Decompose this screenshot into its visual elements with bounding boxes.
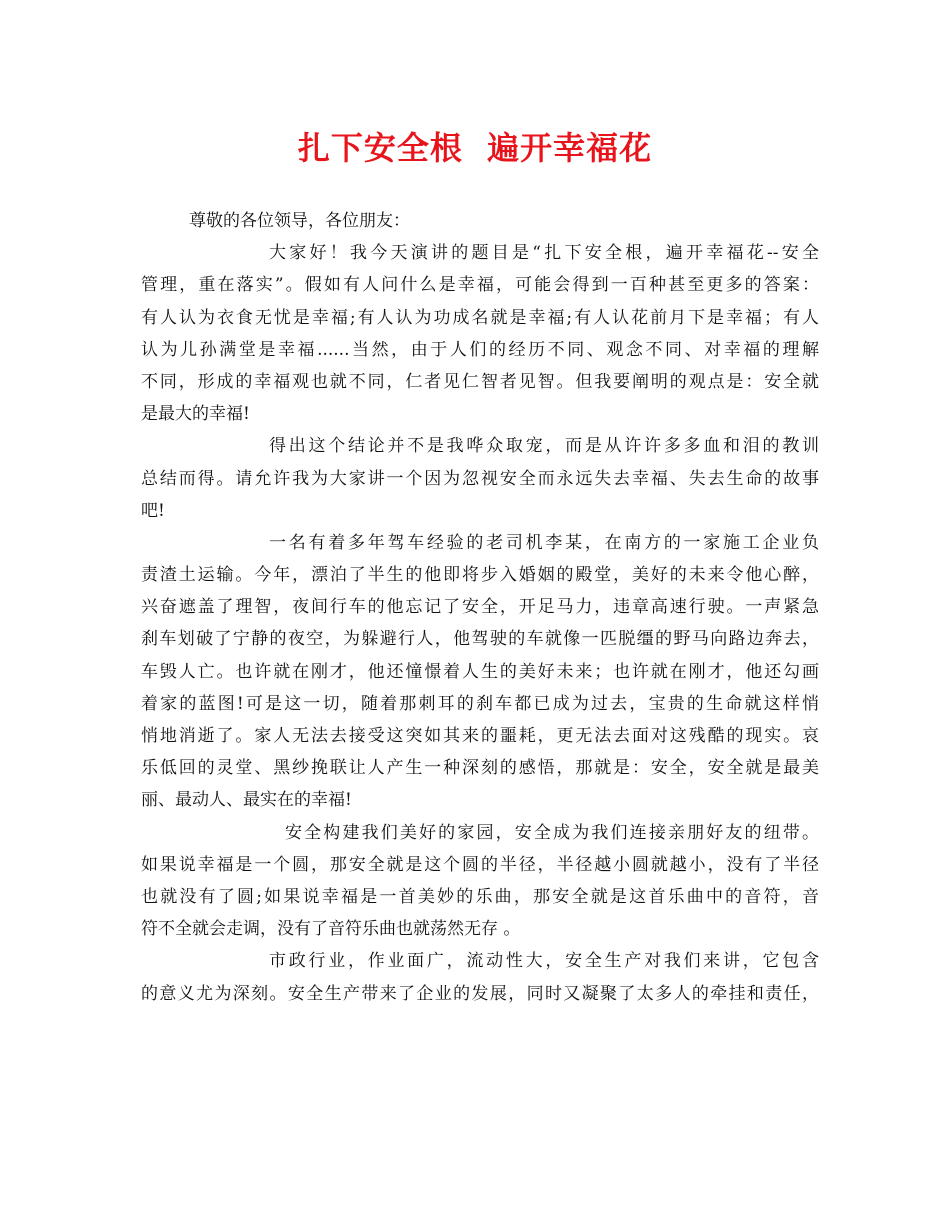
paragraph-1-line-1: 大家好！我今天演讲的题目是“扎下安全根，遍开幸福花--安全 bbox=[269, 243, 819, 264]
paragraph-3-line-8: 乐低回的灵堂、黑纱挽联让人产生一种深刻的感悟，那就是：安全，安全就是最美 bbox=[141, 758, 819, 779]
paragraph-3-line-2: 责渣土运输。今年，漂泊了半生的他即将步入婚姻的殿堂，美好的未来令他心醉， bbox=[141, 565, 819, 586]
page-title: 扎下安全根 遍开幸福花 bbox=[297, 129, 653, 167]
paragraph-3-line-9: 丽、最动人、最实在的幸福! bbox=[141, 790, 352, 811]
paragraph-2-line-3: 吧! bbox=[141, 500, 165, 521]
paragraph-4-line-3: 也就没有了圆;如果说幸福是一首美妙的乐曲，那安全就是这首乐曲中的音符，音 bbox=[141, 886, 819, 907]
salutation: 尊敬的各位领导，各位朋友： bbox=[189, 211, 410, 231]
paragraph-3-line-1: 一名有着多年驾车经验的老司机李某，在南方的一家施工企业负 bbox=[269, 532, 819, 553]
paragraph-1-line-4: 认为儿孙满堂是幸福......当然，由于人们的经历不同、观念不同、对幸福的理解 bbox=[141, 339, 819, 360]
paragraph-3-line-4: 刹车划破了宁静的夜空，为躲避行人，他驾驶的车就像一匹脱缰的野马向路边奔去， bbox=[141, 629, 819, 650]
paragraph-4-line-4: 符不全就会走调，没有了音符乐曲也就荡然无存 。 bbox=[141, 919, 521, 940]
speech-body bbox=[141, 205, 819, 1010]
paragraph-5-line-2: 的意义尤为深刻。安全生产带来了企业的发展，同时又凝聚了太多人的牵挂和责任， bbox=[141, 983, 819, 1004]
paragraph-1-line-5: 不同，形成的幸福观也就不同，仁者见仁智者见智。但我要阐明的观点是：安全就 bbox=[141, 371, 819, 392]
paragraph-2-line-1: 得出这个结论并不是我哗众取宠，而是从许许多多血和泪的教训 bbox=[269, 436, 819, 457]
paragraph-4-line-1: 安全构建我们美好的家园，安全成为我们连接亲朋好友的纽带。 bbox=[285, 822, 819, 843]
paragraph-4-line-2: 如果说幸福是一个圆，那安全就是这个圆的半径，半径越小圆就越小，没有了半径 bbox=[141, 854, 819, 875]
paragraph-1-line-2: 管理，重在落实”。假如有人问什么是幸福，可能会得到一百种甚至更多的答案： bbox=[141, 275, 819, 296]
paragraph-3-line-6: 着家的蓝图!可是这一切，随着那刺耳的刹车都已成为过去，宝贵的生命就这样悄 bbox=[141, 693, 819, 714]
paragraph-1-line-3: 有人认为衣食无忧是幸福;有人认为功成名就是幸福;有人认花前月下是幸福；有人 bbox=[141, 307, 819, 328]
paragraph-5-line-1: 市政行业，作业面广，流动性大，安全生产对我们来讲，它包含 bbox=[269, 951, 819, 972]
paragraph-3-line-5: 车毁人亡。也许就在刚才，他还憧憬着人生的美好未来；也许就在刚才，他还勾画 bbox=[141, 661, 819, 682]
paragraph-1-line-6: 是最大的幸福! bbox=[141, 404, 250, 425]
paragraph-3-line-7: 悄地消逝了。家人无法去接受这突如其来的噩耗，更无法去面对这残酷的现实。哀 bbox=[141, 726, 819, 746]
paragraph-3-line-3: 兴奋遮盖了理智，夜间行车的他忘记了安全，开足马力，违章高速行驶。一声紧急 bbox=[141, 597, 819, 618]
paragraph-2-line-2: 总结而得。请允许我为大家讲一个因为忽视安全而永远失去幸福、失去生命的故事 bbox=[141, 468, 819, 489]
